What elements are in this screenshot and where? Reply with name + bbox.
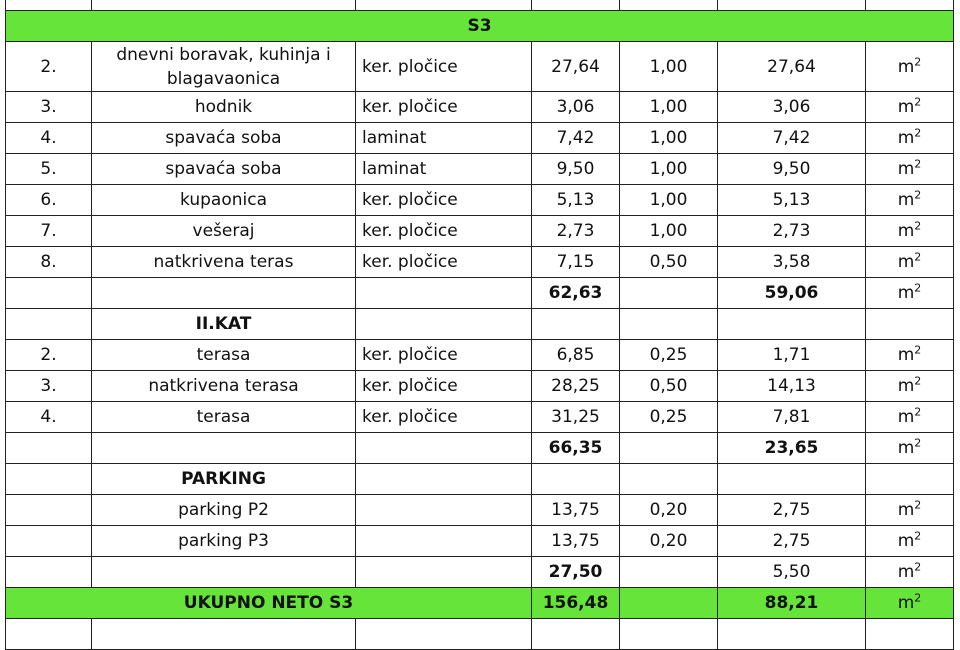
- total-label[interactable]: UKUPNO NETO S3: [6, 588, 532, 619]
- subtotal-net-area[interactable]: 23,65: [718, 433, 866, 464]
- coefficient-value[interactable]: 0,20: [620, 526, 718, 557]
- empty-cell[interactable]: [532, 309, 620, 340]
- subtotal-net-area[interactable]: 59,06: [718, 278, 866, 309]
- unit-cell[interactable]: [866, 123, 954, 154]
- area-value[interactable]: 31,25: [532, 402, 620, 433]
- floor-type[interactable]: ker. pločice: [356, 92, 532, 123]
- unit-exponent: 2: [914, 405, 922, 419]
- empty-cell[interactable]: [92, 433, 356, 464]
- unit-exponent: 2: [914, 188, 922, 202]
- unit-base: m: [897, 190, 915, 210]
- room-name[interactable]: hodnik: [92, 92, 356, 123]
- net-area-value[interactable]: 14,13: [718, 371, 866, 402]
- coefficient-value[interactable]: 0,50: [620, 371, 718, 402]
- floor-type[interactable]: ker. pločice: [356, 216, 532, 247]
- unit-cell[interactable]: [866, 247, 954, 278]
- net-area-value[interactable]: 9,50: [718, 154, 866, 185]
- row-number[interactable]: 4.: [6, 123, 92, 154]
- empty-cell[interactable]: [6, 309, 92, 340]
- area-value[interactable]: 6,85: [532, 340, 620, 371]
- row-number[interactable]: 3.: [6, 92, 92, 123]
- row-number[interactable]: 3.: [6, 371, 92, 402]
- unit-base: m: [897, 407, 915, 427]
- empty-cell[interactable]: [356, 309, 532, 340]
- unit-exponent: 2: [914, 374, 922, 388]
- net-area-value[interactable]: 2,75: [718, 526, 866, 557]
- table-row: [6, 371, 954, 402]
- floor-type[interactable]: [356, 495, 532, 526]
- coefficient-value[interactable]: 0,50: [620, 247, 718, 278]
- total-row: [6, 588, 954, 619]
- net-area-value[interactable]: 3,58: [718, 247, 866, 278]
- unit-base: m: [897, 376, 915, 396]
- unit-base: m: [897, 56, 915, 77]
- floor-type[interactable]: ker. pločice: [356, 185, 532, 216]
- unit-base: m: [897, 128, 915, 148]
- net-area-value[interactable]: 1,71: [718, 340, 866, 371]
- table-row: [6, 123, 954, 154]
- table-row: [6, 247, 954, 278]
- table-row: [6, 42, 954, 92]
- unit-base: m: [897, 438, 915, 458]
- room-name[interactable]: natkrivena terasa: [92, 371, 356, 402]
- room-name[interactable]: terasa: [92, 340, 356, 371]
- subtotal-area[interactable]: 66,35: [532, 433, 620, 464]
- empty-cell[interactable]: [6, 619, 92, 650]
- floor-section-header-label[interactable]: II.KAT: [92, 309, 356, 340]
- net-area-value[interactable]: 2,73: [718, 216, 866, 247]
- coefficient-value[interactable]: 1,00: [620, 42, 718, 92]
- empty-cell[interactable]: [620, 464, 718, 495]
- area-value[interactable]: 9,50: [532, 154, 620, 185]
- area-value[interactable]: 2,73: [532, 216, 620, 247]
- unit-cell[interactable]: [866, 278, 954, 309]
- unit-exponent: 2: [914, 343, 922, 357]
- unit-cell[interactable]: [866, 154, 954, 185]
- net-area-value[interactable]: 5,13: [718, 185, 866, 216]
- room-name[interactable]: natkrivena teras: [92, 247, 356, 278]
- table-row: [6, 92, 954, 123]
- area-value[interactable]: 5,13: [532, 185, 620, 216]
- table-row: [6, 340, 954, 371]
- floor-type[interactable]: ker. pločice: [356, 42, 532, 92]
- total-net-area[interactable]: 88,21: [718, 588, 866, 619]
- empty-cell[interactable]: [532, 619, 620, 650]
- subtotal-area[interactable]: 27,50: [532, 557, 620, 588]
- area-value[interactable]: 7,42: [532, 123, 620, 154]
- empty-cell[interactable]: [6, 557, 92, 588]
- unit-base: m: [897, 159, 915, 179]
- unit-exponent: 2: [914, 54, 922, 68]
- room-name[interactable]: terasa: [92, 402, 356, 433]
- room-name[interactable]: kupaonica: [92, 185, 356, 216]
- area-value[interactable]: 27,64: [532, 42, 620, 92]
- subtotal-net-area[interactable]: 5,50: [718, 557, 866, 588]
- unit-cell[interactable]: [866, 92, 954, 123]
- empty-cell[interactable]: [92, 619, 356, 650]
- row-number[interactable]: 2.: [6, 42, 92, 92]
- unit-cell[interactable]: [866, 495, 954, 526]
- empty-cell[interactable]: [620, 309, 718, 340]
- unit-cell[interactable]: [866, 42, 954, 92]
- empty-cell[interactable]: [92, 557, 356, 588]
- empty-cell[interactable]: [620, 433, 718, 464]
- coefficient-value[interactable]: 0,25: [620, 402, 718, 433]
- table-row: [6, 154, 954, 185]
- unit-exponent: 2: [914, 126, 922, 140]
- parking-section-header: [6, 464, 954, 495]
- unit-exponent: 2: [914, 591, 922, 605]
- table-row: [6, 495, 954, 526]
- floor-type[interactable]: [356, 526, 532, 557]
- floor-type[interactable]: laminat: [356, 154, 532, 185]
- area-value[interactable]: 28,25: [532, 371, 620, 402]
- unit-exponent: 2: [914, 436, 922, 450]
- empty-cell[interactable]: [620, 278, 718, 309]
- subtotal-row: [6, 278, 954, 309]
- unit-base: m: [897, 500, 915, 520]
- net-area-value[interactable]: 2,75: [718, 495, 866, 526]
- coefficient-value[interactable]: 1,00: [620, 154, 718, 185]
- unit-base: m: [897, 252, 915, 272]
- unit-cell[interactable]: [866, 185, 954, 216]
- unit-cell[interactable]: [866, 216, 954, 247]
- unit-base: m: [897, 531, 915, 551]
- room-name[interactable]: spavaća soba: [92, 154, 356, 185]
- unit-exponent: 2: [914, 95, 922, 109]
- empty-cell[interactable]: [356, 619, 532, 650]
- net-area-value[interactable]: 7,42: [718, 123, 866, 154]
- row-number[interactable]: 2.: [6, 340, 92, 371]
- unit-exponent: 2: [914, 157, 922, 171]
- net-area-value[interactable]: 3,06: [718, 92, 866, 123]
- unit-base: m: [897, 562, 915, 582]
- floor-type[interactable]: ker. pločice: [356, 371, 532, 402]
- unit-exponent: 2: [914, 281, 922, 295]
- area-value[interactable]: 13,75: [532, 526, 620, 557]
- unit-cell[interactable]: [866, 433, 954, 464]
- subtotal-row: [6, 433, 954, 464]
- empty-cell[interactable]: [620, 588, 718, 619]
- total-area[interactable]: 156,48: [532, 588, 620, 619]
- empty-cell[interactable]: [866, 309, 954, 340]
- unit-base: m: [897, 283, 915, 303]
- empty-cell[interactable]: [356, 557, 532, 588]
- unit-cell[interactable]: [866, 557, 954, 588]
- unit-exponent: 2: [914, 250, 922, 264]
- coefficient-value[interactable]: 1,00: [620, 216, 718, 247]
- parking-section-header-label[interactable]: PARKING: [92, 464, 356, 495]
- spreadsheet: [5, 0, 953, 650]
- row-number[interactable]: 5.: [6, 154, 92, 185]
- unit-base: m: [897, 345, 915, 365]
- table-row: [6, 402, 954, 433]
- room-name[interactable]: parking P2: [92, 495, 356, 526]
- empty-cell[interactable]: [620, 557, 718, 588]
- subtotal-area[interactable]: 62,63: [532, 278, 620, 309]
- row-number[interactable]: [6, 495, 92, 526]
- floor-type[interactable]: ker. pločice: [356, 402, 532, 433]
- floor-type[interactable]: ker. pločice: [356, 340, 532, 371]
- unit-cell[interactable]: [866, 340, 954, 371]
- row-number[interactable]: 4.: [6, 402, 92, 433]
- section-header-cell[interactable]: S3: [6, 11, 954, 42]
- table-row: [6, 185, 954, 216]
- coefficient-value[interactable]: 1,00: [620, 123, 718, 154]
- unit-base: m: [897, 221, 915, 241]
- unit-exponent: 2: [914, 219, 922, 233]
- room-name[interactable]: vešeraj: [92, 216, 356, 247]
- unit-cell[interactable]: [866, 371, 954, 402]
- table-row: [6, 216, 954, 247]
- empty-cell[interactable]: [92, 278, 356, 309]
- area-value[interactable]: 13,75: [532, 495, 620, 526]
- empty-cell[interactable]: [356, 464, 532, 495]
- row-number[interactable]: [6, 526, 92, 557]
- empty-cell[interactable]: [356, 433, 532, 464]
- room-name[interactable]: dnevni boravak, kuhinja i blagavaonica: [92, 42, 356, 92]
- row-number[interactable]: 6.: [6, 185, 92, 216]
- unit-cell[interactable]: [866, 402, 954, 433]
- unit-base: m: [897, 97, 915, 117]
- area-value[interactable]: 7,15: [532, 247, 620, 278]
- net-area-value[interactable]: 27,64: [718, 42, 866, 92]
- coefficient-value[interactable]: 0,25: [620, 340, 718, 371]
- empty-cell[interactable]: [718, 464, 866, 495]
- unit-cell[interactable]: [866, 526, 954, 557]
- net-area-value[interactable]: 7,81: [718, 402, 866, 433]
- empty-cell[interactable]: [718, 619, 866, 650]
- bottom-empty-row: [6, 619, 954, 650]
- unit-exponent: 2: [914, 529, 922, 543]
- room-name[interactable]: spavaća soba: [92, 123, 356, 154]
- empty-cell[interactable]: [6, 433, 92, 464]
- floor-section-header: [6, 309, 954, 340]
- floor-type[interactable]: ker. pločice: [356, 247, 532, 278]
- row-number[interactable]: 7.: [6, 216, 92, 247]
- unit-cell[interactable]: [866, 588, 954, 619]
- table-row: [6, 526, 954, 557]
- empty-cell[interactable]: [718, 309, 866, 340]
- coefficient-value[interactable]: 1,00: [620, 92, 718, 123]
- empty-cell[interactable]: [866, 619, 954, 650]
- area-value[interactable]: 3,06: [532, 92, 620, 123]
- unit-exponent: 2: [914, 498, 922, 512]
- coefficient-value[interactable]: 1,00: [620, 185, 718, 216]
- empty-cell[interactable]: [620, 619, 718, 650]
- unit-base: m: [897, 593, 915, 613]
- top-empty-row: [6, 0, 954, 11]
- room-name[interactable]: parking P3: [92, 526, 356, 557]
- empty-cell[interactable]: [866, 464, 954, 495]
- coefficient-value[interactable]: 0,20: [620, 495, 718, 526]
- floor-type[interactable]: laminat: [356, 123, 532, 154]
- empty-cell[interactable]: [532, 464, 620, 495]
- row-number[interactable]: 8.: [6, 247, 92, 278]
- empty-cell[interactable]: [6, 278, 92, 309]
- area-table: [5, 0, 954, 650]
- subtotal-row: [6, 557, 954, 588]
- empty-cell[interactable]: [356, 278, 532, 309]
- unit-exponent: 2: [914, 560, 922, 574]
- empty-cell[interactable]: [6, 464, 92, 495]
- section-header-row: [6, 11, 954, 42]
